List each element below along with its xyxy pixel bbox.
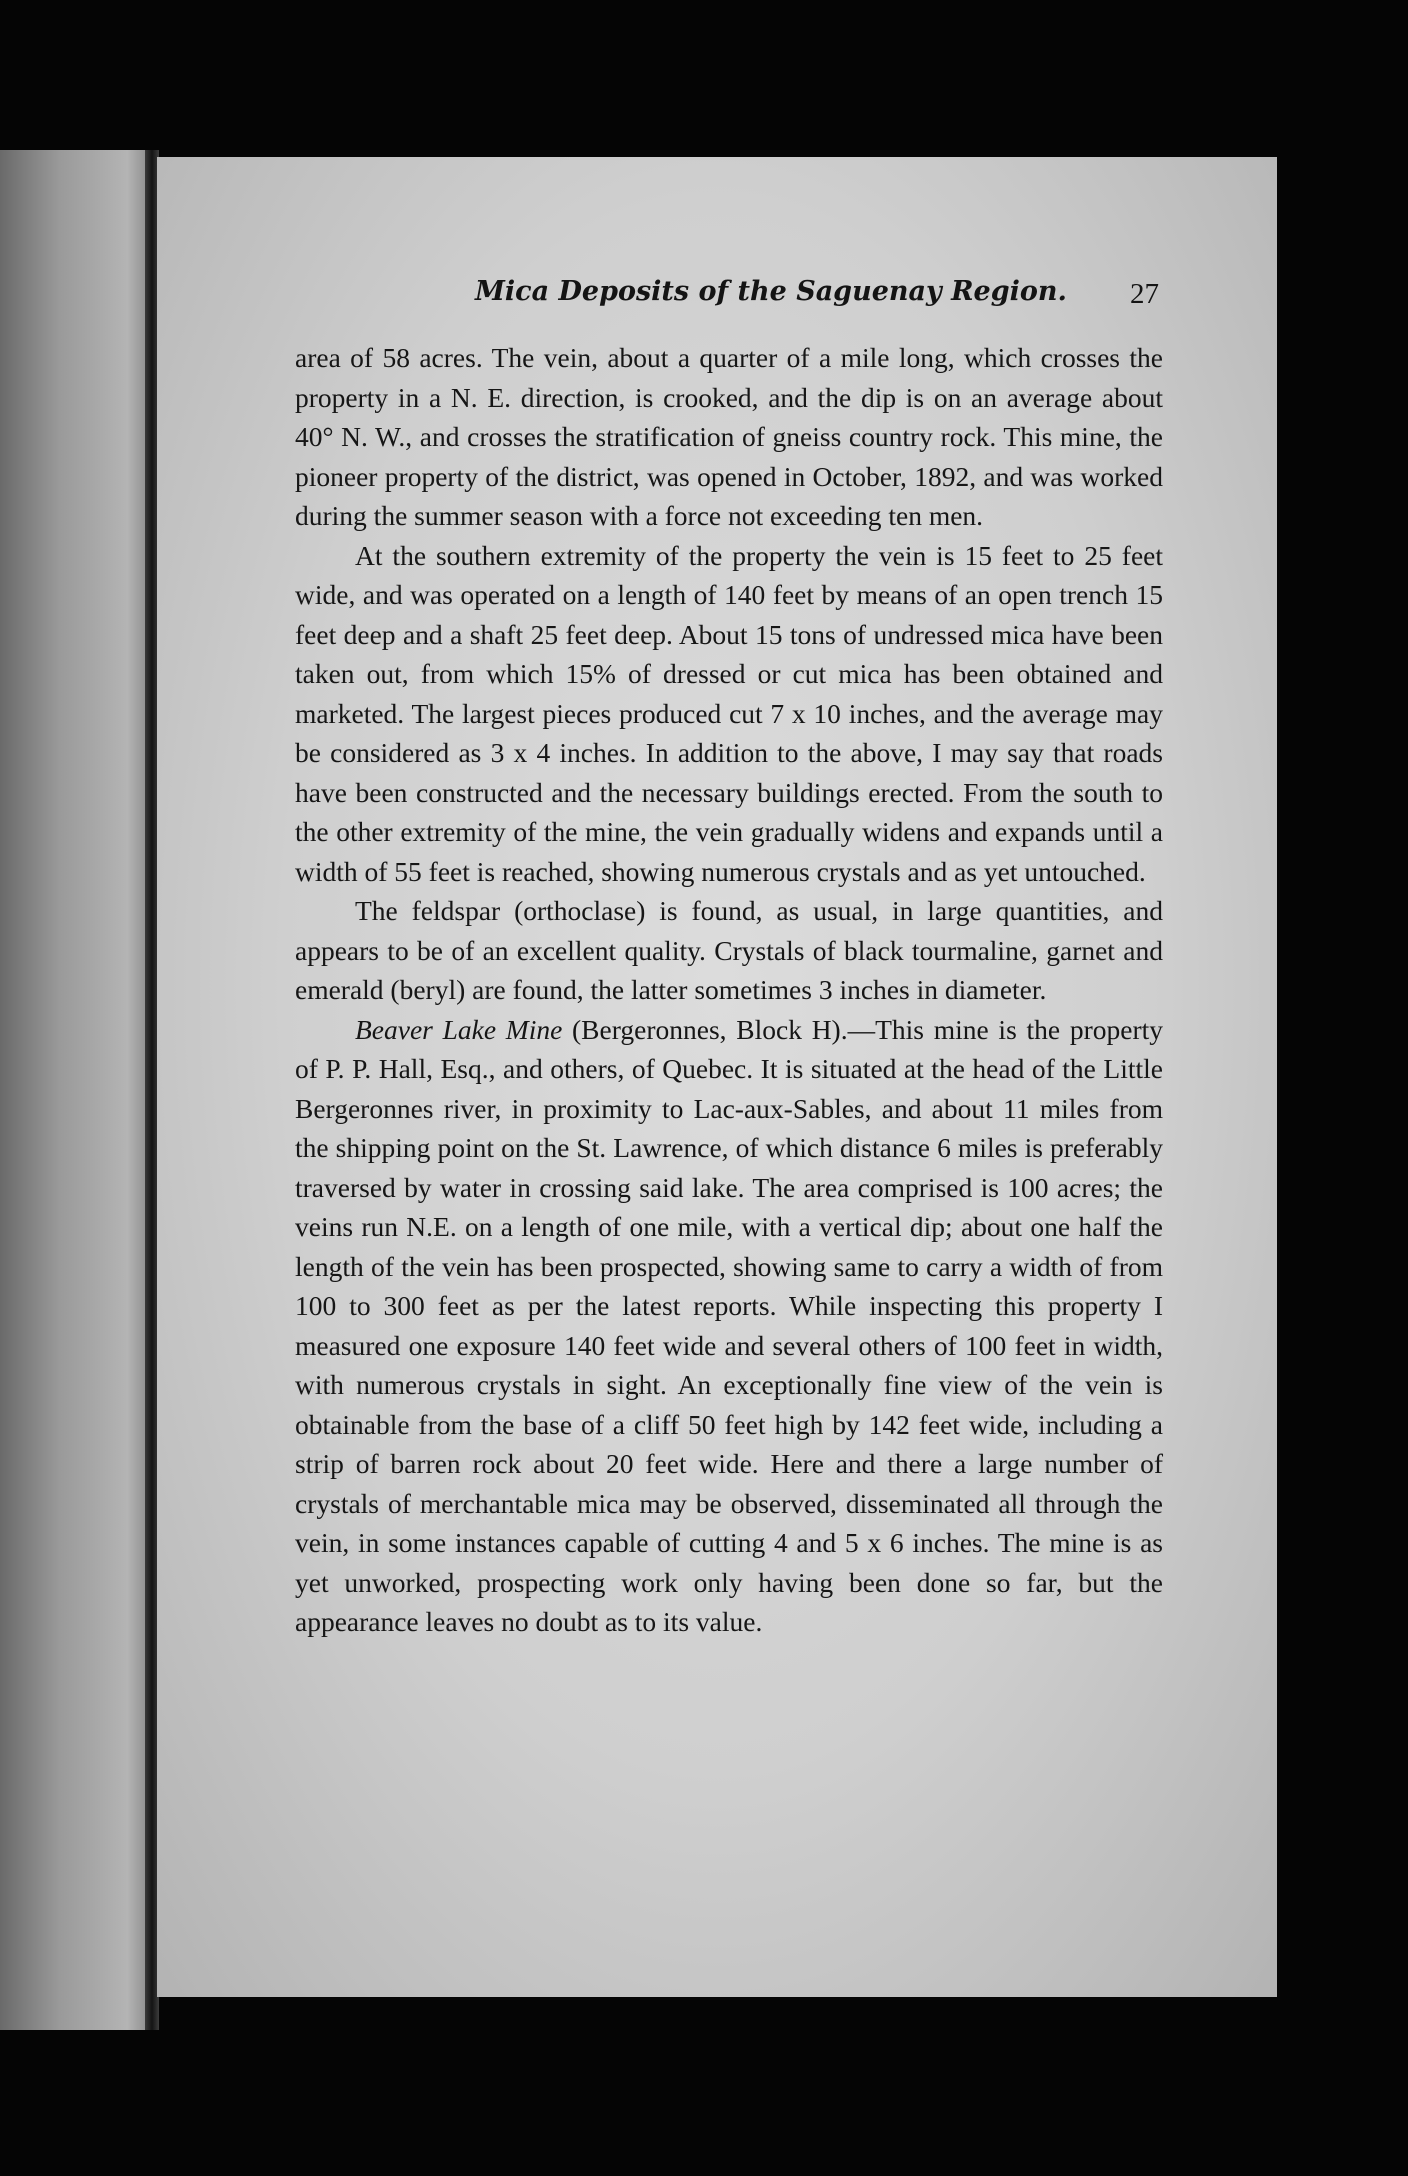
page-number: 27: [1130, 278, 1159, 310]
page-header: [157, 272, 1157, 322]
paragraph-beaver-lake-text: (Bergeronnes, Block H).—This mine is the property of P. P. Hall, Esq., and others, of Quebec. It is situated at the head of the Little Bergeronnes river, in proximity to Lac-aux-Sables, and about 11 miles from the shipping point on the St. Lawrence, of which distance 6 miles is preferably traversed by water in crossing said lake. The area comprised is 100 acres; the veins run N.E. on a length of one mile, with a vertical dip; about one half the length of the vein has been prospected, showing same to carry a width of from 100 to 300 feet as per the latest reports. While inspecting this property I measured one exposure 140 feet wide and several others of 100 feet in width, with numerous crystals in sight. An exceptionally fine view of the vein is obtainable from the base of a cliff 50 feet high by 142 feet wide, including a strip of barren rock about 20 feet wide. Here and there a large number of crystals of merchantable mica may be observed, disseminated all through the vein, in some instances capable of cutting 4 and 5 x 6 inches. The mine is as yet unworked, prospecting work only having been done so far, but the appearance leaves no doubt as to its value.: [295, 1013, 1163, 1637]
left-page-edge: [0, 150, 150, 2030]
body-text: [295, 338, 1163, 1642]
paragraph-beaver-lake-mine: [295, 1010, 1163, 1642]
running-title: Mica Deposits of the Saguenay Region.: [475, 276, 1067, 307]
paragraph-continuation: area of 58 acres. The vein, about a quarter of a mile long, which crosses the property in a N. E. direction, is crooked, and the dip is on an average about 40° N. W., and crosses the stratification of gneiss country rock. This mine, the pioneer property of the district, was opened in October, 1892, and was worked during the summer season with a force not exceeding ten men.: [295, 342, 1163, 531]
section-heading-beaver-lake-mine: Beaver Lake Mine: [355, 1013, 563, 1045]
paragraph-southern-extremity: At the southern extremity of the property the vein is 15 feet to 25 feet wide, and was operated on a length of 140 feet by means of an open trench 15 feet deep and a shaft 25 feet deep. About 15 tons of undressed mica have been taken out, from which 15% of dressed or cut mica has been obtained and marketed. The largest pieces produced cut 7 x 10 inches, and the average may be considered as 3 x 4 inches. In addition to the above, I may say that roads have been constructed and the necessary buildings erected. From the south to the other extremity of the mine, the vein gradually widens and expands until a width of 55 feet is reached, showing numerous crystals and as yet untouched.: [295, 539, 1163, 887]
paragraph-feldspar: The feldspar (orthoclase) is found, as usual, in large quantities, and appears to be of an excellent quality. Crystals of black tourmaline, garnet and emerald (beryl) are found, the latter sometimes 3 inches in diameter.: [295, 895, 1163, 1005]
